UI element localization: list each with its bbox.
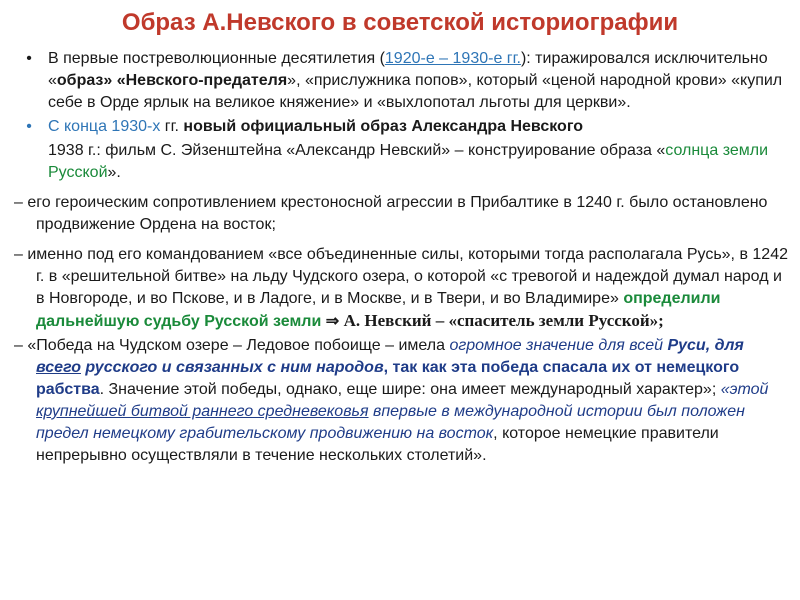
years-highlight: 1920-е – 1930-е гг. bbox=[384, 50, 521, 67]
underlined-phrase: крупнейшей битвой раннего средневековья bbox=[36, 403, 369, 420]
text: », «прислужника попов», который «ценой народной крови» «купил себе в Орде ярлык на великое княжение» и «выхлопотал льготы для церкви». bbox=[48, 72, 783, 111]
dash-item-1242 bbox=[14, 244, 792, 333]
text: ) bbox=[520, 50, 527, 67]
underlined-word: всего bbox=[36, 359, 81, 376]
period-highlight: С конца 1930-х bbox=[48, 118, 161, 135]
green-bold-phrase: определили дальнейшую судьбу Русской земли bbox=[36, 290, 721, 330]
film-paragraph bbox=[14, 140, 792, 184]
text: , которое немецкие правители непрерывно осуществляли в течение нескольких столетий». bbox=[36, 425, 719, 464]
bullet-item-new-image bbox=[14, 116, 792, 138]
savior-statement: А. Невский – «спаситель земли Русской»; bbox=[343, 311, 664, 330]
text: : тиражировался исключительно « bbox=[48, 50, 768, 89]
bullet-item-post-revolution bbox=[14, 48, 792, 114]
green-phrase: солнца земли Русской bbox=[48, 142, 769, 181]
text: . Значение этой победы, однако, еще шире: она имеет международный характер»; bbox=[99, 381, 721, 398]
bullet-marker: • bbox=[26, 50, 32, 67]
italic-bold-phrase: Руси, для bbox=[667, 337, 744, 354]
slide-title: Образ А.Невского в советской историографии bbox=[121, 9, 679, 36]
slide-content bbox=[14, 48, 792, 467]
text: 1938 г.: фильм С. Эйзенштейна «Александр Невский» – конструирование образа « bbox=[48, 142, 666, 159]
dash-item-1240: – его героическим сопротивлением крестоносной агрессии в Прибалтике в 1240 г. было остановлено продвижение Ордена на восток; bbox=[14, 194, 768, 233]
bold-phrase: новый официальный образ Александра Невского bbox=[183, 118, 584, 135]
text: ». bbox=[107, 164, 121, 181]
italic-bold-phrase: русского и связанных с ним народов bbox=[80, 359, 384, 376]
italic-phrase: огромное значение для всей bbox=[449, 337, 668, 354]
bold-phrase: , так как эта победа спасала их от немецкого рабства bbox=[36, 359, 740, 398]
bold-phrase: образ» «Невского-предателя bbox=[56, 72, 288, 89]
italic-phrase: «этой bbox=[720, 381, 769, 398]
text: – именно под его командованием «все объединенные силы, которыми тогда располагала Русь», в 1242 г. в «решительной битве» на льду Чудского озера, о которой «с тревогой и надеждой думал народ и в Новгороде, и во Пскове, и в Ладоге, и в Москве, и в Твери, и во Владимире» bbox=[14, 246, 788, 307]
bullet-marker: • bbox=[26, 118, 32, 135]
text: гг. bbox=[160, 118, 184, 135]
italic-phrase: впервые в международной истории был положен предел немецкому грабительскому продвижению на восток bbox=[36, 403, 745, 442]
implies-arrow: ⇒ bbox=[321, 313, 344, 330]
text: В первые постреволюционные десятилетия ( bbox=[48, 50, 385, 67]
text: – «Победа на Чудском озере – Ледовое побоище – имела bbox=[14, 337, 450, 354]
dash-item-quote bbox=[14, 335, 792, 467]
